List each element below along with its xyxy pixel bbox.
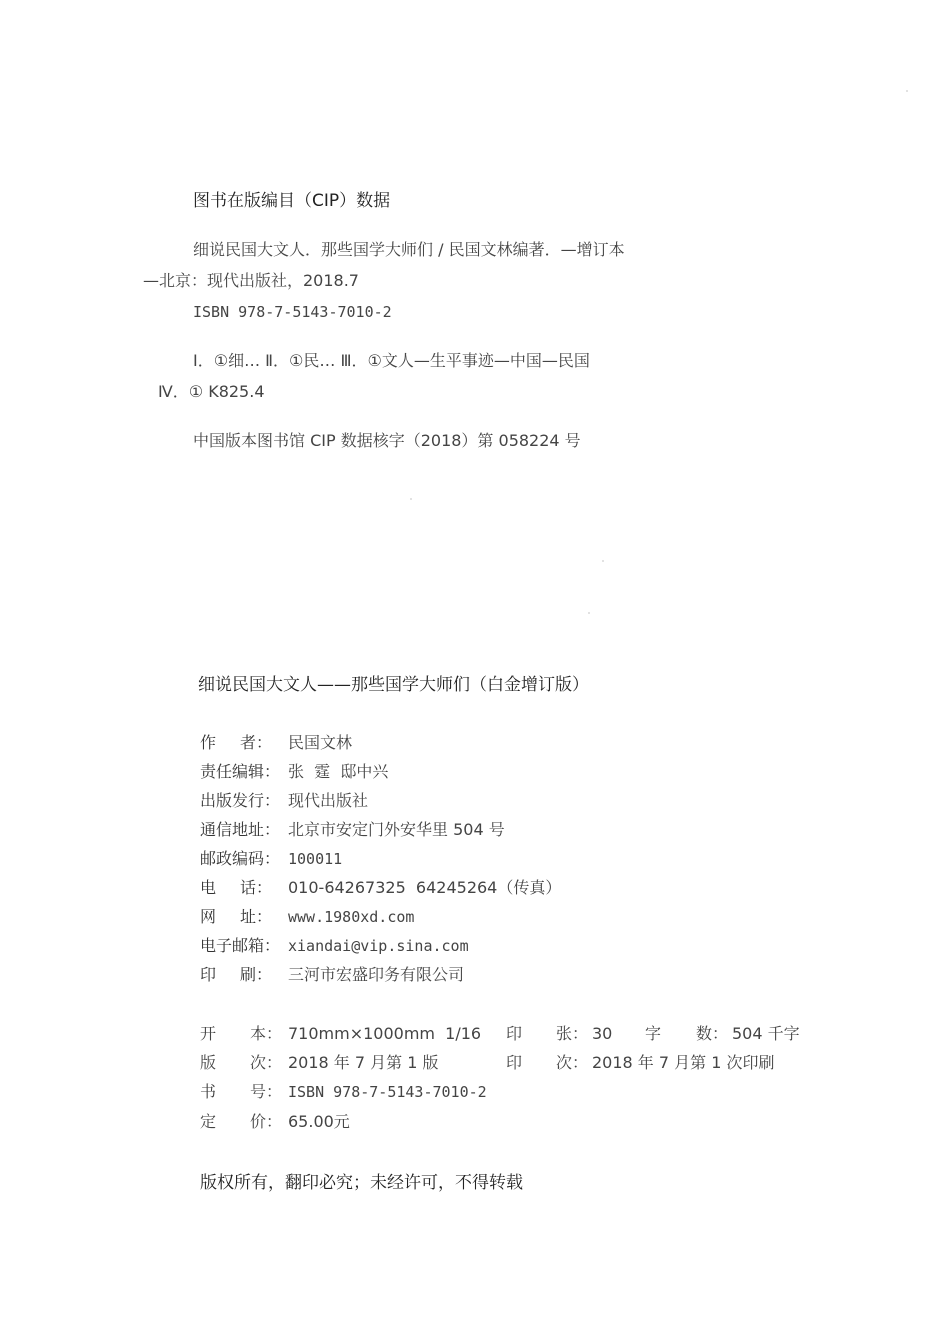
info-row-editor [200,762,388,782]
info-value: 100011 [288,850,343,868]
spec-label: 数： [696,1024,729,1043]
spec-label: 书 [200,1082,217,1101]
info-label: 责任编辑： [200,762,281,781]
spec-label: 定 [200,1112,217,1131]
spec-value-words: 504 千字 [732,1024,800,1043]
scan-speck [588,612,590,614]
info-value: 张 霆 邸中兴 [288,762,389,781]
scan-speck [602,560,604,562]
spec-value-isbn: ISBN 978-7-5143-7010-2 [288,1083,487,1101]
info-label: 作 者： [200,733,273,752]
cip-heading: 图书在版编目（CIP）数据 [193,191,391,211]
info-value: 民国文林 [288,733,353,752]
spec-label: 印 [506,1024,523,1043]
info-label: 电 话： [200,878,273,897]
book-title: 细说民国大文人——那些国学大师们（白金增订版） [198,675,589,695]
cip-line-2: —北京：现代出版社，2018.7 [143,271,359,290]
spec-value-format: 710mm×1000mm 1/16 [288,1024,482,1043]
scan-speck [410,498,412,500]
info-value: 三河市宏盛印务有限公司 [288,965,465,984]
spec-label: 价： [250,1112,283,1131]
info-label: 印 刷： [200,965,273,984]
info-label: 网 址： [200,907,273,926]
spec-value-edition: 2018 年 7 月第 1 版 [288,1053,439,1072]
info-label: 邮政编码： [200,849,281,868]
cip-line-1: 细说民国大文人．那些国学大师们 / 民国文林编著．—增订本 [193,240,625,259]
cip-classification-1: Ⅰ．①细… Ⅱ．①民… Ⅲ．①文人—生平事迹—中国—民国 [193,351,590,370]
spec-label: 本： [250,1024,283,1043]
cip-isbn: ISBN 978-7-5143-7010-2 [193,303,392,321]
info-label: 出版发行： [200,791,281,810]
cip-classification-2: Ⅳ．① K825.4 [158,382,265,401]
spec-label: 次： [250,1053,283,1072]
spec-value-sheets: 30 [592,1024,613,1043]
info-row-address [200,820,505,840]
info-value: 010-64267325 64245264（传真） [288,878,562,897]
cip-number: 中国版本图书馆 CIP 数据核字（2018）第 058224 号 [193,431,581,450]
info-label: 电子邮箱： [200,936,281,955]
info-row-email [200,936,469,956]
spec-label: 字 [645,1024,662,1043]
info-row-publisher [200,791,368,811]
spec-label: 张： [556,1024,589,1043]
spec-label: 开 [200,1024,217,1043]
info-value: xiandai@vip.sina.com [288,937,469,955]
info-row-author [200,733,352,753]
info-row-website [200,907,414,927]
spec-value-price: 65.00元 [288,1112,350,1131]
scan-speck [906,90,908,92]
spec-value-printing: 2018 年 7 月第 1 次印刷 [592,1053,775,1072]
info-row-phone [200,878,561,898]
spec-label: 号： [250,1082,283,1101]
info-value: 现代出版社 [288,791,369,810]
spec-label: 印 [506,1053,523,1072]
copyright-notice: 版权所有，翻印必究；未经许可，不得转载 [200,1173,523,1193]
spec-label: 次： [556,1053,589,1072]
info-row-printer [200,965,464,985]
spec-label: 版 [200,1053,217,1072]
info-value: www.1980xd.com [288,908,415,926]
info-label: 通信地址： [200,820,281,839]
info-row-postcode [200,849,342,869]
info-value: 北京市安定门外安华里 504 号 [288,820,505,839]
